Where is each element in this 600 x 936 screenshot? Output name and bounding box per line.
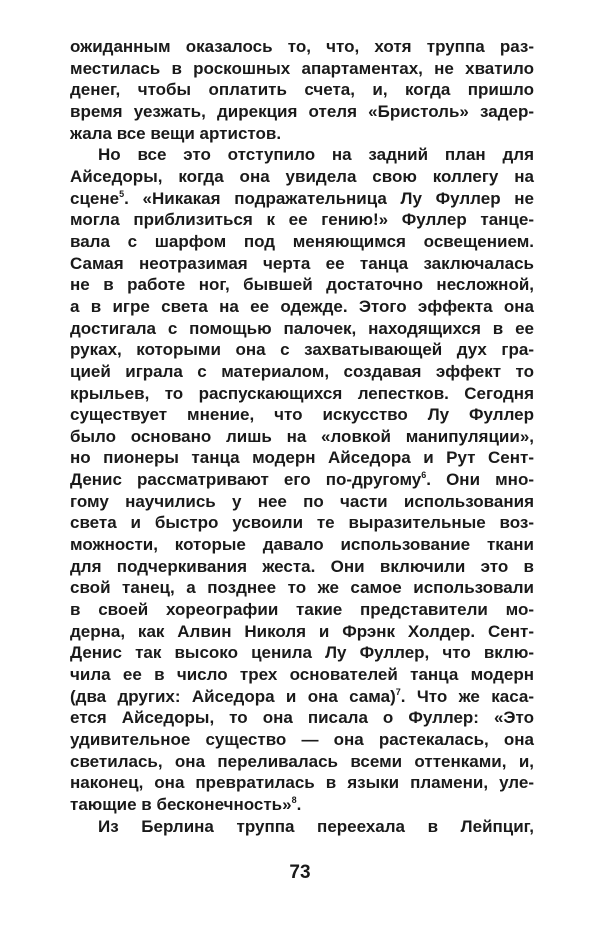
line-text: ожиданным оказалось то, что, хотя труппа раз-: [70, 37, 534, 56]
text-line: [70, 426, 534, 448]
line-text: наконец, она превратилась в языки пламени, уле-: [70, 773, 534, 793]
text-line: [70, 123, 534, 145]
line-text-continued: . Что же каса-: [400, 686, 534, 706]
line-text: руках, которыми она с захватывающей дух гра-: [70, 340, 534, 360]
line-text: гому научились у нее по части использования: [70, 491, 534, 511]
footnote-marker: 7: [395, 686, 401, 697]
line-text: света и быстро усвоили те выразительные воз-: [70, 513, 534, 533]
text-line: [70, 491, 534, 513]
line-text: Денис так высоко ценила Лу Фуллер, что вклю-: [70, 643, 534, 663]
text-line: [70, 642, 534, 664]
line-text: Самая неотразимая черта ее танца заключалась: [70, 253, 534, 273]
text-line: [70, 686, 534, 708]
text-line: [70, 534, 534, 556]
text-line: [70, 274, 534, 296]
text-line: [70, 447, 534, 469]
text-line: [70, 361, 534, 383]
footnote-marker: 8: [291, 794, 297, 805]
line-text: для подчеркивания жеста. Они включили это в: [70, 556, 534, 576]
text-line: [70, 816, 534, 838]
text-line: [70, 772, 534, 794]
line-text: крыльев, то распускающихся лепестков. Сегодня: [70, 383, 534, 403]
line-text: можности, которые давало использование ткани: [70, 535, 534, 555]
line-text: ется Айседоры, то она писала о Фуллер: «Это: [70, 708, 534, 728]
line-text: удивительное существо — она растекалась, она: [70, 730, 534, 749]
text-line: [70, 707, 534, 729]
text-line: [70, 101, 534, 123]
book-page-text: [70, 36, 534, 837]
line-text: чила ее в число трех основателей танца модерн: [70, 665, 534, 685]
line-text: тающие в бесконечность»: [70, 794, 292, 814]
line-text: достигала с помощью палочек, находящихся в ее: [70, 318, 534, 338]
line-text: цией играла с материалом, создавая эффект то: [70, 361, 534, 381]
text-line: [70, 166, 534, 188]
line-text: дерна, как Алвин Николя и Фрэнк Холдер. Сент-: [70, 621, 534, 641]
line-text: было основано лишь на «ловкой манипуляции»,: [70, 426, 534, 446]
line-text-continued: . «Никакая подражательница Лу Фуллер не: [124, 188, 534, 208]
line-text: свой танец, а позднее то же самое использовали: [70, 578, 534, 598]
text-line: [70, 79, 534, 101]
text-line: [70, 556, 534, 578]
line-text: могла приблизиться к ее гению!» Фуллер танце-: [70, 210, 534, 230]
line-text: жала все вещи артистов.: [70, 123, 282, 143]
line-text: Айседоры, когда она увидела свою коллегу на: [70, 166, 534, 186]
text-line: [70, 188, 534, 210]
line-text: Из Берлина труппа переехала в Лейпциг,: [98, 816, 534, 836]
line-text-continued: . Они мно-: [426, 470, 534, 490]
text-line: [70, 144, 534, 166]
text-line: [70, 621, 534, 643]
text-line: [70, 751, 534, 773]
line-text: денег, чтобы оплатить счета, и, когда пришло: [70, 80, 534, 100]
line-text: Денис рассматривают его по-другому: [70, 470, 422, 490]
text-line: [70, 729, 534, 751]
footnote-marker: 6: [421, 470, 427, 481]
text-line: [70, 404, 534, 426]
line-text: существует мнение, что искусство Лу Фуллер: [70, 405, 534, 425]
line-text: Но все это отступило на задний план для: [98, 145, 534, 165]
line-text: время уезжать, дирекция отеля «Бристоль» задер-: [70, 101, 534, 121]
text-line: [70, 296, 534, 318]
line-text-continued: .: [296, 794, 302, 814]
text-line: [70, 512, 534, 534]
line-text: а в игре света на ее одежде. Этого эффекта она: [70, 296, 534, 316]
line-text: но пионеры танца модерн Айседора и Рут Сент-: [70, 448, 534, 468]
text-line: [70, 253, 534, 275]
text-line: [70, 339, 534, 361]
text-line: [70, 36, 534, 58]
text-line: [70, 469, 534, 491]
page-number: 73: [289, 862, 311, 883]
line-text: не в работе ног, бывшей достаточно несложной,: [70, 275, 534, 295]
text-line: [70, 664, 534, 686]
footnote-marker: 5: [119, 188, 125, 199]
text-line: [70, 318, 534, 340]
text-line: [70, 794, 534, 816]
text-line: [70, 577, 534, 599]
line-text: (два других: Айседора и она сама): [70, 686, 396, 706]
line-text: в своей хореографии такие представители мо-: [70, 600, 534, 620]
text-line: [70, 209, 534, 231]
text-line: [70, 383, 534, 405]
line-text: вала с шарфом под меняющимся освещением.: [70, 231, 534, 251]
line-text: светилась, она переливалась всеми оттенками, и,: [70, 751, 534, 771]
text-line: [70, 599, 534, 621]
text-line: [70, 231, 534, 253]
line-text: сцене: [70, 188, 120, 208]
text-line: [70, 58, 534, 80]
line-text: местилась в роскошных апартаментах, не хватило: [70, 58, 534, 78]
